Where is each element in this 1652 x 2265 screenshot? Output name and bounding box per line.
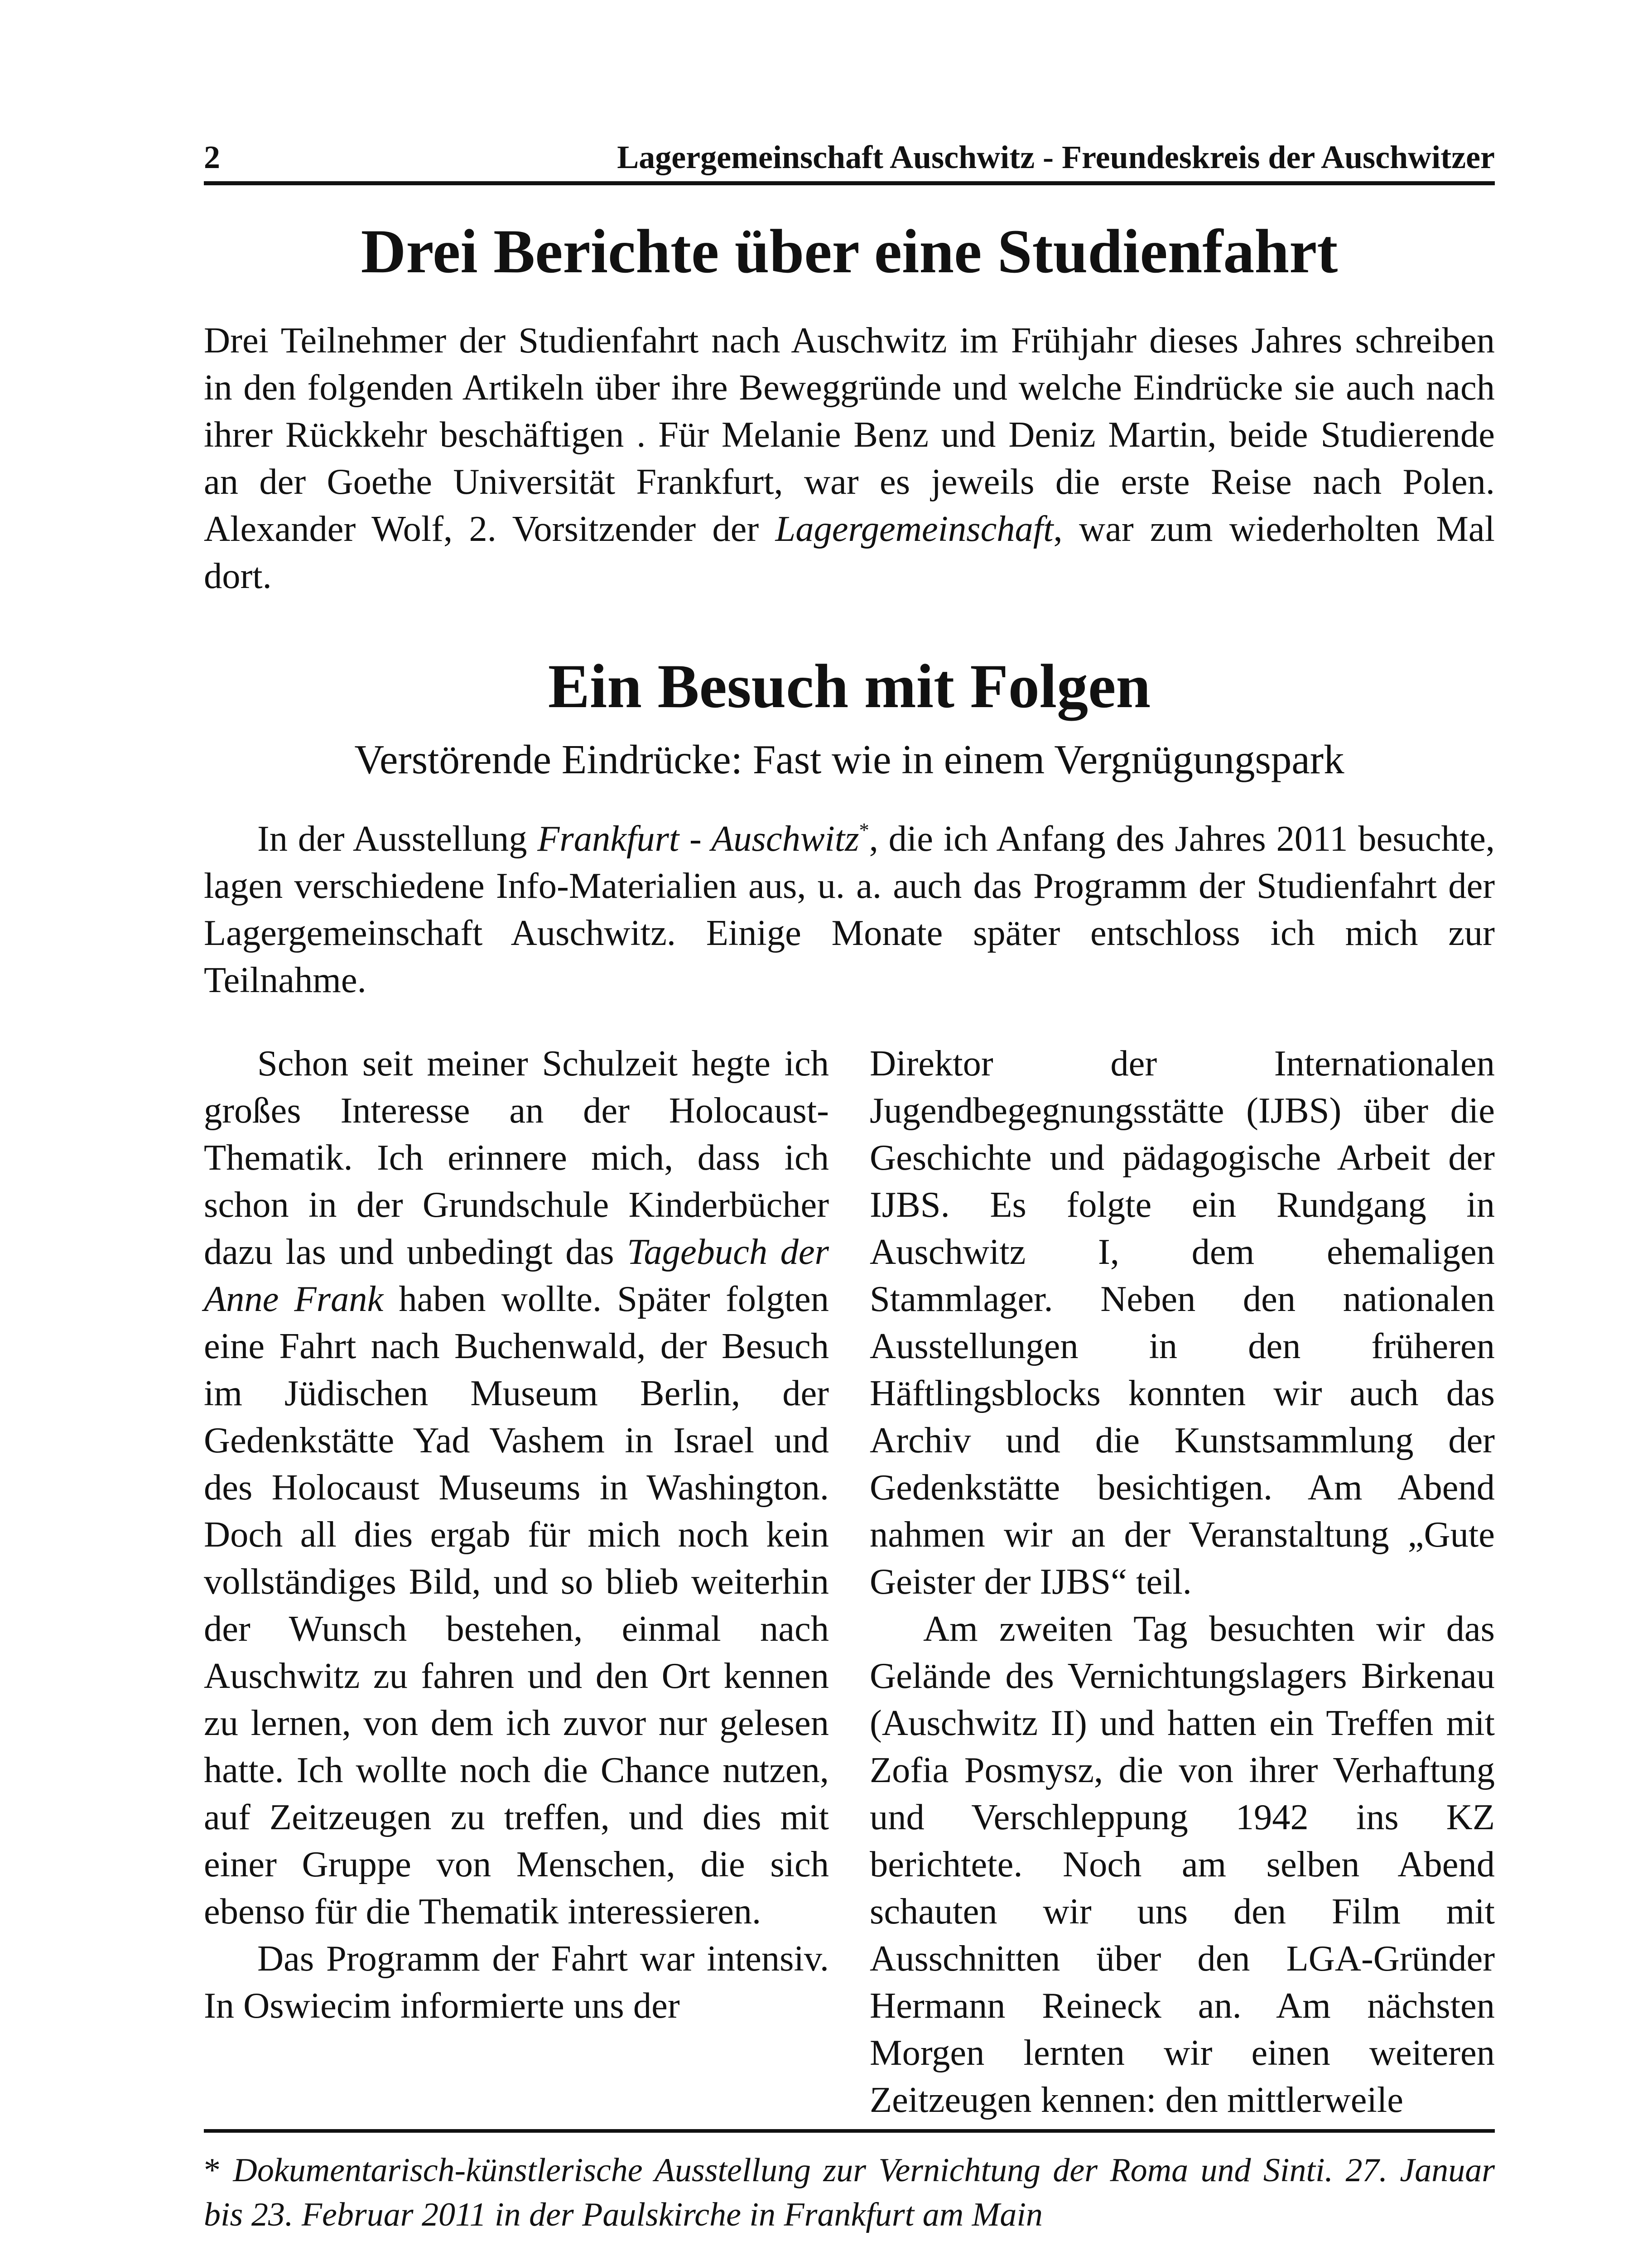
lead-text-end: , die ich Anfang des Jahres 2011 besuchte, lagen verschiedene Info-Materialien aus, u. a. auch das Programm der Studienfahrt der Lagergemeinschaft Auschwitz. Einige Monate später entschloss ich mich zur Teilnahme. <box>204 819 1495 1000</box>
footnote <box>204 2148 1495 2237</box>
lead-paragraph <box>204 815 1495 1004</box>
left-paragraph-2: Das Programm der Fahrt war intensiv. In Oswiecim informierte uns der <box>204 1938 829 2026</box>
left-p1-text: Schon seit meiner Schulzeit hegte ich großes Interesse an der Holocaust-Thematik. Ich erinnere mich, dass ich schon in der Grundschule Kinderbücher dazu las und unbedingt das <box>204 1043 829 1272</box>
left-p1-text-end: haben wollte. Später folgten eine Fahrt nach Buchenwald, der Besuch im Jüdischen Museum Berlin, der Gedenkstätte Yad Vashem in Israel und des Holocaust Museums in Washington. Doch all dies ergab für mich noch kein vollständiges Bild, und so blieb weiterhin der Wunsch bestehen, einmal nach Auschwitz zu fahren und den Ort kennen zu lernen, von dem ich zuvor nur gelesen hatte. Ich wollte noch die Chance nutzen, auf Zeitzeugen zu treffen, und dies mit einer Gruppe von Menschen, die sich ebenso für die Thematik interessieren. <box>204 1279 829 1932</box>
right-paragraph-2: Am zweiten Tag besuchten wir das Gelände des Vernichtungslagers Birkenau (Auschwitz II) und hatten ein Treffen mit Zofia Posmysz, die von ihrer Verhaftung und Verschleppung 1942 ins KZ berichtete. Noch am selben Abend schauten wir uns den Film mit Ausschnitten über den LGA-Gründer Hermann Reineck an. Am nächsten Morgen lernten wir einen weiteren Zeitzeugen kennen: den mittlerweile <box>870 1609 1495 2120</box>
article-title: Ein Besuch mit Folgen <box>548 651 1151 721</box>
lead-text: In der Ausstellung <box>257 819 538 859</box>
footnote-reference: * <box>859 819 869 842</box>
running-header <box>204 132 1495 182</box>
footnote-text: Dokumentarisch-künstlerische Ausstellung zur Vernichtung der Roma und Sinti. 27. Januar bis 23. Februar 2011 in der Paulskirche in Frankfurt am Main <box>204 2152 1495 2233</box>
left-paragraph-1 <box>204 1040 829 1935</box>
right-paragraph-1: Direktor der Internationalen Jugendbegegnungsstätte (IJBS) über die Geschichte und pädagogische Arbeit der IJBS. Es folgte ein Rundgang in Auschwitz I, dem ehemaligen Stammlager. Neben den nationalen Ausstellungen in den früheren Häftlingsblocks konnten wir auch das Archiv und die Kunstsammlung der Gedenkstätte besichtigen. Am Abend nahmen wir an der Veranstaltung „Gute Geister der IJBS“ teil. <box>870 1043 1495 1602</box>
header-rule <box>204 181 1495 185</box>
intro-italic: Lagergemeinschaft <box>775 509 1054 549</box>
article-subtitle: Verstörende Eindrücke: Fast wie in einem Vergnügungspark <box>354 737 1344 782</box>
footnote-rule <box>204 2129 1495 2133</box>
document-page <box>204 0 1495 2265</box>
page-number: 2 <box>204 139 220 175</box>
footnote-mark: * <box>204 2152 221 2189</box>
lead-italic: Frankfurt - Auschwitz <box>537 819 859 859</box>
left-column <box>204 1040 829 2029</box>
intro-paragraph <box>204 317 1495 600</box>
intro-text-end: , war zum wiederholten Mal dort. <box>204 509 1495 596</box>
main-title: Drei Berichte über eine Studienfahrt <box>361 217 1338 286</box>
intro-text: Drei Teilnehmer der Studienfahrt nach Auschwitz im Frühjahr dieses Jahres schreiben in den folgenden Artikeln über ihre Beweggründe und welche Eindrücke sie auch nach ihrer Rückkehr beschäftigen . Für Melanie Benz und Deniz Martin, beide Studierende an der Goethe Universität Frankfurt, war es jeweils die erste Reise nach Polen. Alexander Wolf, 2. Vorsitzender der <box>204 320 1495 549</box>
right-column <box>870 1040 1495 2124</box>
journal-title: Lagergemeinschaft Auschwitz - Freundeskreis der Auschwitzer <box>617 139 1495 175</box>
left-p1-italic: Tagebuch der Anne Frank <box>204 1232 829 1319</box>
